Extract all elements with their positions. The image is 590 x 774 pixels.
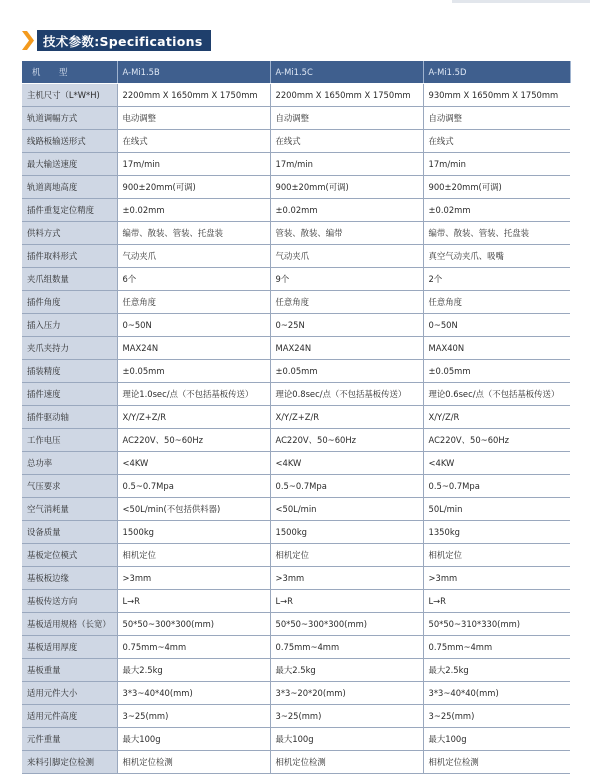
table-row bbox=[22, 429, 570, 452]
spec-label-cell: 来料引脚定位检测 bbox=[22, 751, 117, 774]
spec-value-cell: 3~25(mm) bbox=[117, 705, 270, 728]
table-row bbox=[22, 636, 570, 659]
table-row bbox=[22, 337, 570, 360]
spec-label-cell: 插件重复定位精度 bbox=[22, 199, 117, 222]
spec-value-cell: 2个 bbox=[423, 268, 570, 291]
spec-value-cell: MAX24N bbox=[117, 337, 270, 360]
spec-value-cell: MAX24N bbox=[270, 337, 423, 360]
spec-value-cell: <4KW bbox=[270, 452, 423, 475]
spec-value-cell: 理论0.6sec/点（不包括基板传送） bbox=[423, 383, 570, 406]
spec-label-cell: 插件角度 bbox=[22, 291, 117, 314]
spec-value-cell: 真空气动夹爪、吸嘴 bbox=[423, 245, 570, 268]
table-row bbox=[22, 590, 570, 613]
table-row bbox=[22, 751, 570, 774]
table-row bbox=[22, 705, 570, 728]
table-row bbox=[22, 452, 570, 475]
spec-value-cell: AC220V、50~60Hz bbox=[117, 429, 270, 452]
table-row bbox=[22, 659, 570, 682]
table-row bbox=[22, 222, 570, 245]
spec-value-cell: 900±20mm(可调) bbox=[117, 176, 270, 199]
spec-value-cell: L→R bbox=[270, 590, 423, 613]
spec-value-cell: 理论1.0sec/点（不包括基板传送） bbox=[117, 383, 270, 406]
section-title: 技术参数:Specifications bbox=[37, 30, 211, 51]
table-row bbox=[22, 245, 570, 268]
spec-label-cell: 空气消耗量 bbox=[22, 498, 117, 521]
spec-label-cell: 工作电压 bbox=[22, 429, 117, 452]
spec-value-cell: 0.5~0.7Mpa bbox=[270, 475, 423, 498]
table-row bbox=[22, 199, 570, 222]
spec-label-cell: 供料方式 bbox=[22, 222, 117, 245]
spec-value-cell: ±0.05mm bbox=[423, 360, 570, 383]
spec-label-cell: 夹爪夹持力 bbox=[22, 337, 117, 360]
spec-label-cell: 线路板输送形式 bbox=[22, 130, 117, 153]
spec-value-cell: 2200mm X 1650mm X 1750mm bbox=[117, 84, 270, 107]
table-row bbox=[22, 291, 570, 314]
spec-label-cell: 插件驱动轴 bbox=[22, 406, 117, 429]
spec-value-cell: 最大2.5kg bbox=[270, 659, 423, 682]
spec-value-cell: 0~50N bbox=[117, 314, 270, 337]
top-decoration-line bbox=[452, 0, 590, 3]
spec-value-cell: 最大100g bbox=[117, 728, 270, 751]
spec-label-cell: 元件重量 bbox=[22, 728, 117, 751]
spec-value-cell: 17m/min bbox=[117, 153, 270, 176]
spec-value-cell: 编带、散装、管装、托盘装 bbox=[423, 222, 570, 245]
spec-value-cell: <4KW bbox=[117, 452, 270, 475]
spec-label-cell: 总功率 bbox=[22, 452, 117, 475]
spec-value-cell: 在线式 bbox=[117, 130, 270, 153]
spec-value-cell: ±0.05mm bbox=[117, 360, 270, 383]
spec-value-cell: 相机定位 bbox=[423, 544, 570, 567]
table-header-row bbox=[22, 61, 570, 84]
table-row bbox=[22, 728, 570, 751]
spec-value-cell: 900±20mm(可调) bbox=[270, 176, 423, 199]
spec-value-cell: ±0.02mm bbox=[117, 199, 270, 222]
header-model-3: A-Mi1.5D bbox=[423, 61, 570, 84]
spec-value-cell: 0.75mm~4mm bbox=[270, 636, 423, 659]
spec-value-cell: 气动夹爪 bbox=[270, 245, 423, 268]
spec-value-cell: >3mm bbox=[117, 567, 270, 590]
spec-value-cell: 自动调整 bbox=[423, 107, 570, 130]
spec-value-cell: X/Y/Z+Z/R bbox=[270, 406, 423, 429]
spec-value-cell: X/Y/Z/R bbox=[423, 406, 570, 429]
spec-value-cell: 2200mm X 1650mm X 1750mm bbox=[270, 84, 423, 107]
table-row bbox=[22, 521, 570, 544]
spec-value-cell: 任意角度 bbox=[117, 291, 270, 314]
spec-label-cell: 轨道调幅方式 bbox=[22, 107, 117, 130]
spec-value-cell: X/Y/Z+Z/R bbox=[117, 406, 270, 429]
spec-label-cell: 基板重量 bbox=[22, 659, 117, 682]
spec-value-cell: ±0.05mm bbox=[270, 360, 423, 383]
spec-label-cell: 最大输送速度 bbox=[22, 153, 117, 176]
spec-label-cell: 基板定位模式 bbox=[22, 544, 117, 567]
spec-value-cell: 任意角度 bbox=[423, 291, 570, 314]
spec-value-cell: 3~25(mm) bbox=[423, 705, 570, 728]
spec-value-cell: 0.75mm~4mm bbox=[117, 636, 270, 659]
spec-value-cell: 0.5~0.7Mpa bbox=[423, 475, 570, 498]
spec-label-cell: 插件取料形式 bbox=[22, 245, 117, 268]
spec-value-cell: ±0.02mm bbox=[270, 199, 423, 222]
spec-value-cell: AC220V、50~60Hz bbox=[270, 429, 423, 452]
spec-value-cell: 气动夹爪 bbox=[117, 245, 270, 268]
spec-label-cell: 插入压力 bbox=[22, 314, 117, 337]
spec-label-cell: 气压要求 bbox=[22, 475, 117, 498]
spec-value-cell: 1500kg bbox=[270, 521, 423, 544]
table-row bbox=[22, 475, 570, 498]
table-row bbox=[22, 613, 570, 636]
specifications-table bbox=[22, 61, 571, 774]
header-model-1: A-Mi1.5B bbox=[117, 61, 270, 84]
spec-value-cell: 自动调整 bbox=[270, 107, 423, 130]
table-row bbox=[22, 84, 570, 107]
spec-value-cell: 管装、散装、编带 bbox=[270, 222, 423, 245]
spec-label-cell: 基板适用规格（长宽） bbox=[22, 613, 117, 636]
spec-value-cell: 50*50~310*330(mm) bbox=[423, 613, 570, 636]
table-row bbox=[22, 498, 570, 521]
spec-value-cell: 在线式 bbox=[270, 130, 423, 153]
spec-value-cell: 3*3~40*40(mm) bbox=[117, 682, 270, 705]
table-row bbox=[22, 268, 570, 291]
table-row bbox=[22, 383, 570, 406]
spec-value-cell: 50*50~300*300(mm) bbox=[270, 613, 423, 636]
spec-value-cell: MAX40N bbox=[423, 337, 570, 360]
spec-value-cell: 电动调整 bbox=[117, 107, 270, 130]
spec-value-cell: 900±20mm(可调) bbox=[423, 176, 570, 199]
spec-value-cell: 6个 bbox=[117, 268, 270, 291]
spec-value-cell: 0.75mm~4mm bbox=[423, 636, 570, 659]
header-model-label: 机 型 bbox=[22, 61, 117, 84]
spec-value-cell: <50L/min(不包括供料器) bbox=[117, 498, 270, 521]
spec-label-cell: 基板传送方向 bbox=[22, 590, 117, 613]
spec-value-cell: 最大100g bbox=[270, 728, 423, 751]
spec-value-cell: 1350kg bbox=[423, 521, 570, 544]
spec-label-cell: 设备质量 bbox=[22, 521, 117, 544]
table-row bbox=[22, 314, 570, 337]
spec-value-cell: 最大2.5kg bbox=[117, 659, 270, 682]
table-row bbox=[22, 567, 570, 590]
spec-label-cell: 适用元件高度 bbox=[22, 705, 117, 728]
spec-value-cell: 930mm X 1650mm X 1750mm bbox=[423, 84, 570, 107]
table-row bbox=[22, 176, 570, 199]
table-row bbox=[22, 406, 570, 429]
spec-value-cell: 最大2.5kg bbox=[423, 659, 570, 682]
spec-label-cell: 基板适用厚度 bbox=[22, 636, 117, 659]
spec-value-cell: AC220V、50~60Hz bbox=[423, 429, 570, 452]
spec-value-cell: 0~25N bbox=[270, 314, 423, 337]
spec-label-cell: 插装精度 bbox=[22, 360, 117, 383]
spec-value-cell: 相机定位 bbox=[117, 544, 270, 567]
spec-label-cell: 插件速度 bbox=[22, 383, 117, 406]
spec-value-cell: 相机定位 bbox=[270, 544, 423, 567]
spec-label-cell: 主机尺寸（L*W*H) bbox=[22, 84, 117, 107]
spec-value-cell: 最大100g bbox=[423, 728, 570, 751]
spec-value-cell: 9个 bbox=[270, 268, 423, 291]
table-row bbox=[22, 544, 570, 567]
spec-value-cell: <4KW bbox=[423, 452, 570, 475]
table-row bbox=[22, 107, 570, 130]
table-row bbox=[22, 682, 570, 705]
spec-value-cell: 3~25(mm) bbox=[270, 705, 423, 728]
spec-value-cell: 编带、散装、管装、托盘装 bbox=[117, 222, 270, 245]
spec-value-cell: >3mm bbox=[423, 567, 570, 590]
spec-value-cell: >3mm bbox=[270, 567, 423, 590]
spec-value-cell: 3*3~40*40(mm) bbox=[423, 682, 570, 705]
spec-value-cell: 50L/min bbox=[423, 498, 570, 521]
spec-value-cell: L→R bbox=[423, 590, 570, 613]
spec-label-cell: 基板板边缘 bbox=[22, 567, 117, 590]
spec-value-cell: 0.5~0.7Mpa bbox=[117, 475, 270, 498]
spec-value-cell: 在线式 bbox=[423, 130, 570, 153]
spec-label-cell: 适用元件大小 bbox=[22, 682, 117, 705]
spec-value-cell: <50L/min bbox=[270, 498, 423, 521]
spec-value-cell: L→R bbox=[117, 590, 270, 613]
spec-value-cell: 相机定位检测 bbox=[270, 751, 423, 774]
spec-label-cell: 夹爪组数量 bbox=[22, 268, 117, 291]
chevron-right-icon bbox=[22, 31, 34, 50]
spec-value-cell: 相机定位检测 bbox=[423, 751, 570, 774]
table-row bbox=[22, 153, 570, 176]
spec-value-cell: 0~50N bbox=[423, 314, 570, 337]
spec-value-cell: 相机定位检测 bbox=[117, 751, 270, 774]
spec-value-cell: 1500kg bbox=[117, 521, 270, 544]
spec-value-cell: ±0.02mm bbox=[423, 199, 570, 222]
spec-value-cell: 17m/min bbox=[270, 153, 423, 176]
spec-value-cell: 17m/min bbox=[423, 153, 570, 176]
spec-value-cell: 理论0.8sec/点（不包括基板传送） bbox=[270, 383, 423, 406]
table-row bbox=[22, 130, 570, 153]
table-row bbox=[22, 360, 570, 383]
spec-value-cell: 50*50~300*300(mm) bbox=[117, 613, 270, 636]
spec-value-cell: 3*3~20*20(mm) bbox=[270, 682, 423, 705]
spec-label-cell: 轨道离地高度 bbox=[22, 176, 117, 199]
section-heading bbox=[22, 30, 211, 51]
spec-value-cell: 任意角度 bbox=[270, 291, 423, 314]
header-model-2: A-Mi1.5C bbox=[270, 61, 423, 84]
